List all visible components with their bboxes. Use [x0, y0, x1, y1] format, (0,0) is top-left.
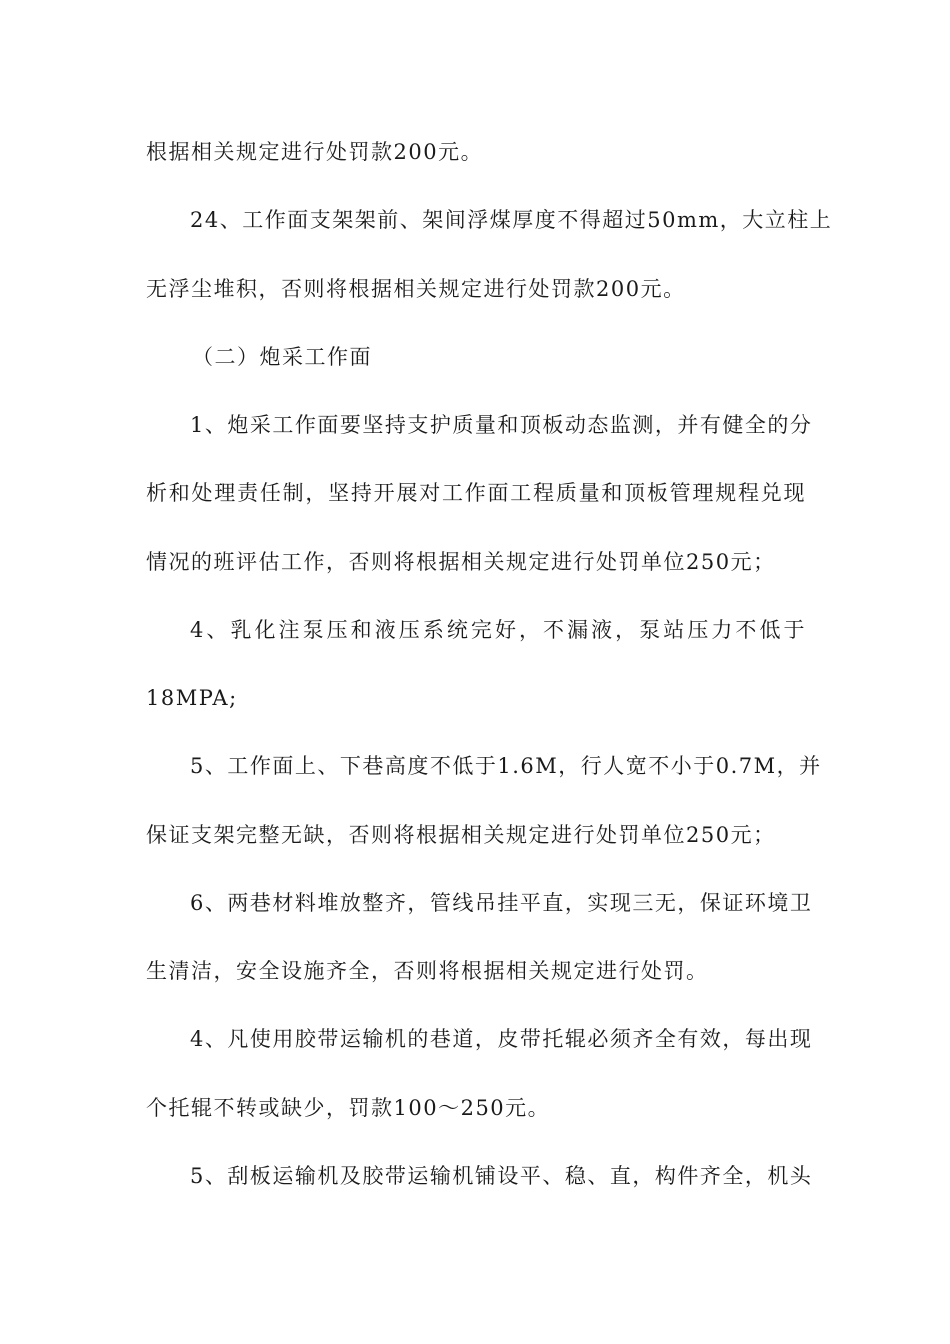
- text-line: 4、凡使用胶带运输机的巷道，皮带托辊必须齐全有效，每出现: [190, 1027, 813, 1051]
- text-line: 个托辊不转或缺少，罚款100～250元。: [146, 1096, 551, 1120]
- text-line: 根据相关规定进行处罚款200元。: [146, 140, 484, 164]
- text-line: 生清洁，安全设施齐全，否则将根据相关规定进行处罚。: [146, 959, 709, 983]
- text-line: 24、工作面支架架前、架间浮煤厚度不得超过50mm，大立柱上: [190, 208, 833, 232]
- text-line: 4、乳化注泵压和液压系统完好，不漏液，泵站压力不低于: [190, 618, 806, 642]
- section-heading: （二）炮采工作面: [192, 345, 372, 369]
- text-line: 1、炮采工作面要坚持支护质量和顶板动态监测，并有健全的分: [190, 413, 813, 437]
- text-line: 析和处理责任制，坚持开展对工作面工程质量和顶板管理规程兑现: [146, 481, 806, 505]
- text-line: 6、两巷材料堆放整齐，管线吊挂平直，实现三无，保证环境卫: [190, 891, 813, 915]
- text-line: 5、刮板运输机及胶带运输机铺设平、稳、直，构件齐全，机头: [190, 1164, 813, 1188]
- text-line: 18MPA;: [146, 686, 238, 710]
- text-line: 情况的班评估工作，否则将根据相关规定进行处罚单位250元；: [146, 550, 776, 574]
- text-line: 无浮尘堆积，否则将根据相关规定进行处罚款200元。: [146, 277, 686, 301]
- text-line: 5、工作面上、下巷高度不低于1.6M，行人宽不小于0.7M，并: [190, 754, 822, 778]
- text-line: 保证支架完整无缺，否则将根据相关规定进行处罚单位250元；: [146, 823, 776, 847]
